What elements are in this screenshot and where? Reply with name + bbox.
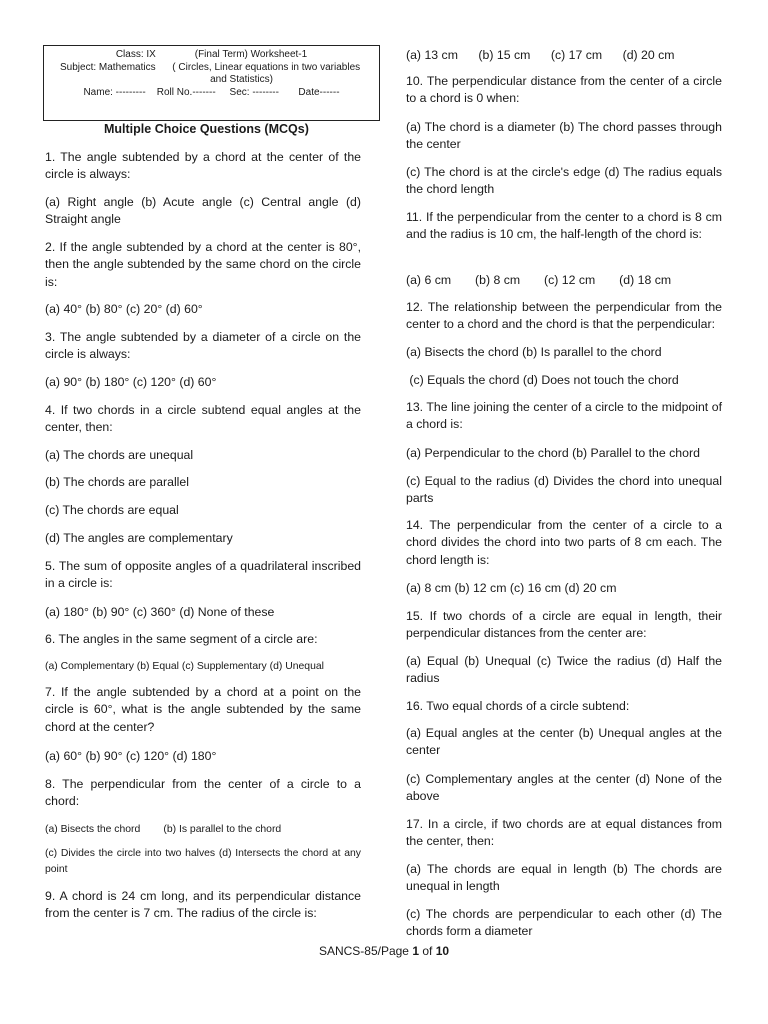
options-10-row2: (c) The chord is at the circle's edge (d) The radius equals the chord length [406,165,722,197]
options-6: (a) Complementary (b) Equal (c) Supplementary (d) Unequal [45,661,324,672]
question-7: 7. If the angle subtended by a chord at a point on the circle is 60°, what is the angle subtended by the same chord at the center? [45,685,361,734]
options-5: (a) 180° (b) 90° (c) 360° (d) None of these [45,605,275,619]
question-17: 17. In a circle, if two chords are at equal distances from the center, then: [406,817,722,849]
question-6: 6. The angles in the same segment of a circle are: [45,632,318,646]
option-4d: (d) The angles are complementary [45,531,233,545]
section-title: Multiple Choice Questions (MCQs) [104,122,309,136]
options-7: (a) 60° (b) 90° (c) 120° (d) 180° [45,749,217,763]
question-16: 16. Two equal chords of a circle subtend: [406,699,630,713]
question-11: 11. If the perpendicular from the center to a chord is 8 cm and the radius is 10 cm, the half-length of the chord is: [406,210,722,242]
question-13: 13. The line joining the center of a circle to the midpoint of a chord is: [406,400,722,432]
question-9: 9. A chord is 24 cm long, and its perpendicular distance from the center is 7 cm. The radius of the circle is: [45,889,361,921]
option-4c: (c) The chords are equal [45,503,179,517]
question-5: 5. The sum of opposite angles of a quadrilateral inscribed in a circle is: [45,559,361,591]
options-9: (a) 13 cm (b) 15 cm (c) 17 cm (d) 20 cm [406,48,675,62]
options-17-row1: (a) The chords are equal in length (b) The chords are unequal in length [406,862,722,894]
option-4a: (a) The chords are unequal [45,448,194,462]
worksheet-header [43,45,380,121]
options-13-row2: (c) Equal to the radius (d) Divides the chord into unequal parts [406,474,722,506]
page-footer [0,944,768,958]
options-15: (a) Equal (b) Unequal (c) Twice the radius (d) Half the radius [406,654,722,686]
options-8-row1: (a) Bisects the chord (b) Is parallel to the chord [45,824,282,835]
options-11: (a) 6 cm (b) 8 cm (c) 12 cm (d) 18 cm [406,273,672,287]
question-3: 3. The angle subtended by a diameter of a circle on the circle is always: [45,330,361,362]
options-1: (a) Right angle (b) Acute angle (c) Central angle (d) Straight angle [45,195,361,227]
question-1: 1. The angle subtended by a chord at the center of the circle is always: [45,150,361,182]
question-12: 12. The relationship between the perpendicular from the center to a chord and the chord is that the perpendicular: [406,300,722,332]
student-details-line: Name: --------- Roll No.------- Sec: -------- Date------ [83,86,340,98]
options-3: (a) 90° (b) 180° (c) 120° (d) 60° [45,375,217,389]
footer-of: of [419,944,436,958]
subject-line-continued: and Statistics) [210,74,273,85]
class-line: Class: IX (Final Term) Worksheet-1 [115,49,308,60]
options-13-row1: (a) Perpendicular to the chord (b) Parallel to the chord [406,446,700,460]
question-2: 2. If the angle subtended by a chord at the center is 80°, then the angle subtended by the same chord on the circle is: [45,240,361,289]
option-4b: (b) The chords are parallel [45,475,189,489]
options-16-row1: (a) Equal angles at the center (b) Unequal angles at the center [406,726,722,758]
footer-prefix: SANCS-85/Page [318,944,413,958]
options-12-row1: (a) Bisects the chord (b) Is parallel to the chord [406,345,662,359]
question-14: 14. The perpendicular from the center of a circle to a chord divides the chord into two parts of 8 cm each. The chord length is: [406,518,722,567]
options-2: (a) 40° (b) 80° (c) 20° (d) 60° [45,302,203,316]
options-14: (a) 8 cm (b) 12 cm (c) 16 cm (d) 20 cm [406,581,617,595]
options-16-row2: (c) Complementary angles at the center (d) None of the above [406,772,722,804]
options-12-row2: (c) Equals the chord (d) Does not touch the chord [406,373,679,387]
total-page-count: 10 [435,944,450,958]
question-4: 4. If two chords in a circle subtend equal angles at the center, then: [45,403,361,435]
options-8-row2: (c) Divides the circle into two halves (d) Intersects the chord at any point [45,848,361,875]
options-17-row2: (c) The chords are perpendicular to each other (d) The chords form a diameter [406,907,722,939]
question-15: 15. If two chords of a circle are equal in length, their perpendicular distances from the center are: [406,609,722,641]
question-10: 10. The perpendicular distance from the center of a circle to a chord is 0 when: [406,74,722,106]
subject-line: Subject: Mathematics ( Circles, Linear equations in two variables [60,61,361,73]
options-10-row1: (a) The chord is a diameter (b) The chord passes through the center [406,120,722,152]
current-page-number: 1 [412,944,420,958]
question-8: 8. The perpendicular from the center of a circle to a chord: [45,777,361,809]
